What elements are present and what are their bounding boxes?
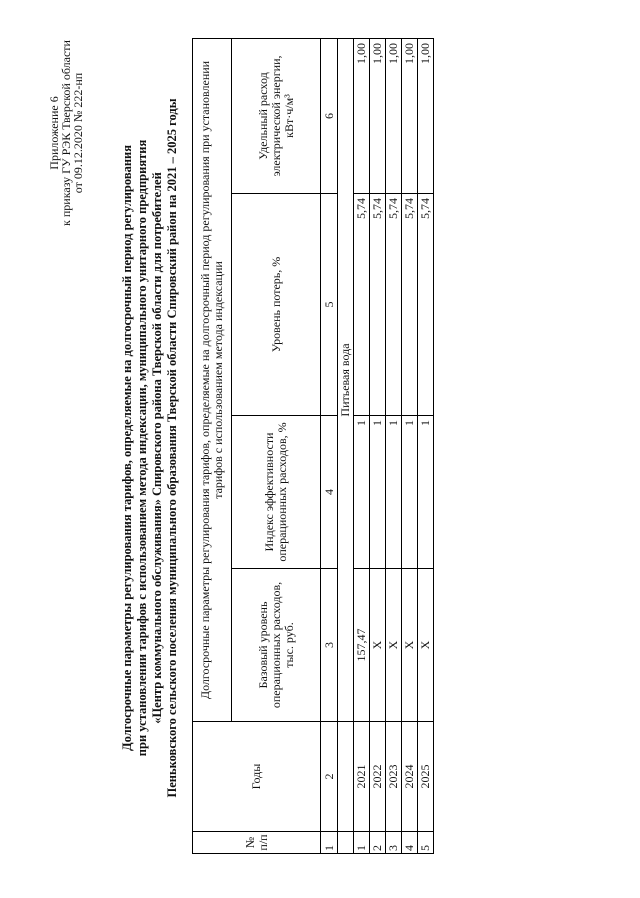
row-base-level: Х [370,569,386,722]
column-number: 4 [321,416,338,569]
row-efficiency-index: 1 [418,416,434,569]
table-row [418,38,434,853]
title-line-3: «Центр коммунального обслуживания» Спировского района Тверской области для потребителей [150,172,164,724]
tariff-parameters-table [192,38,434,854]
row-num: 3 [386,832,402,854]
row-loss-level: 5,74 [386,194,402,416]
appendix-block [48,18,84,248]
header-loss-level: Уровень потерь, % [232,194,321,416]
column-number: 6 [321,38,338,193]
header-energy-consumption: Удельный расход электрической энергии, кВт·ч/м³ [232,38,321,193]
header-group: Долгосрочные параметры регулирования тарифов, определяемые на долгосрочный период регулирования при установлении тарифов с использованием метода индексации [193,38,232,721]
row-year: 2022 [370,722,386,832]
appendix-line-2: к приказу ГУ РЭК Тверской области [59,40,73,226]
header-base-level: Базовый уровень операционных расходов, тыс. руб. [232,569,321,722]
row-num: 4 [402,832,418,854]
table-row [402,38,418,853]
column-number: 1 [321,832,338,854]
row-year: 2025 [418,722,434,832]
header-years: Годы [193,722,321,832]
row-efficiency-index: 1 [370,416,386,569]
title-line-2: при установлении тарифов с использованием метода индексации, муниципального унитарного предприятия [135,139,149,757]
row-energy-consumption: 1,00 [418,38,434,193]
title-line-1: Долгосрочные параметры регулирования тарифов, определяемые на долгосрочный период регулирования [120,145,134,752]
row-year: 2023 [386,722,402,832]
row-year: 2024 [402,722,418,832]
appendix-line-1: Приложение 6 [47,96,61,170]
row-efficiency-index: 1 [402,416,418,569]
row-energy-consumption: 1,00 [354,38,370,193]
row-year: 2021 [354,722,370,832]
row-num: 2 [370,832,386,854]
row-loss-level: 5,74 [370,194,386,416]
table-row [370,38,386,853]
column-number: 5 [321,194,338,416]
table-row [386,38,402,853]
header-efficiency-index: Индекс эффективности операционных расходов, % [232,416,321,569]
row-num: 5 [418,832,434,854]
column-number-row [321,38,338,853]
header-num: № п/п [193,832,321,854]
row-energy-consumption: 1,00 [370,38,386,193]
row-base-level: Х [386,569,402,722]
row-base-level: Х [402,569,418,722]
row-energy-consumption: 1,00 [386,38,402,193]
section-drinking-water: Питьевая вода [338,38,354,721]
row-num: 1 [354,832,370,854]
row-efficiency-index: 1 [386,416,402,569]
row-loss-level: 5,74 [354,194,370,416]
title-line-4: Пеньковского сельского поселения муниципального образования Тверской области Спировский район на 2021 – 2025 годы [165,98,179,798]
table-row [354,38,370,853]
column-number: 2 [321,722,338,832]
appendix-line-3: от 09.12.2020 № 222-нп [71,72,85,194]
row-energy-consumption: 1,00 [402,38,418,193]
row-loss-level: 5,74 [418,194,434,416]
row-efficiency-index: 1 [354,416,370,569]
document-title [120,38,180,858]
column-number: 3 [321,569,338,722]
row-loss-level: 5,74 [402,194,418,416]
row-base-level: Х [418,569,434,722]
row-base-level: 157,47 [354,569,370,722]
